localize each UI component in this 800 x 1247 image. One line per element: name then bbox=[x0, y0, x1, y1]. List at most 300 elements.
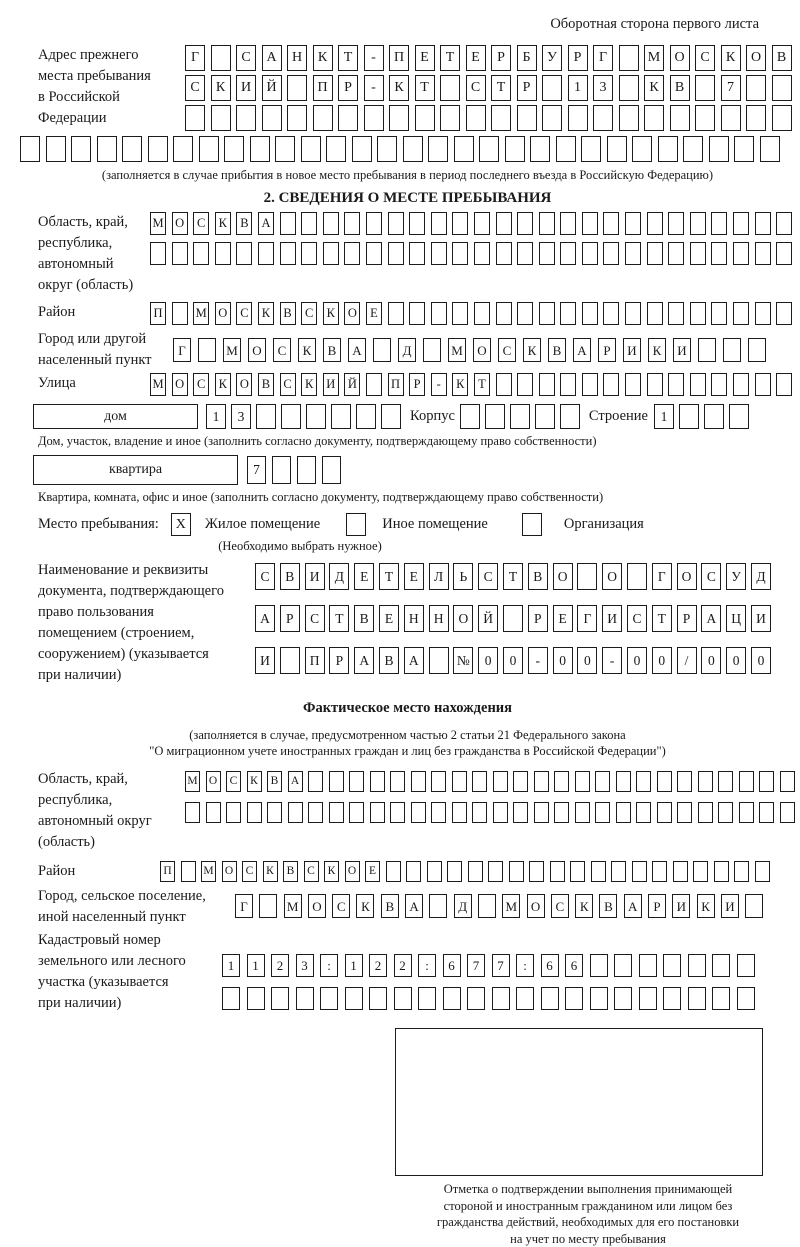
char-box[interactable]: С bbox=[193, 373, 209, 396]
char-box[interactable] bbox=[345, 987, 363, 1010]
char-box[interactable] bbox=[280, 647, 300, 674]
char-box[interactable] bbox=[663, 954, 681, 977]
char-box[interactable]: К bbox=[648, 338, 666, 362]
char-box[interactable]: Л bbox=[429, 563, 449, 590]
char-box[interactable]: П bbox=[313, 75, 333, 101]
char-box[interactable]: К bbox=[523, 338, 541, 362]
char-box[interactable] bbox=[344, 242, 360, 265]
char-box[interactable] bbox=[760, 136, 780, 162]
char-box[interactable]: О bbox=[206, 771, 221, 792]
char-box[interactable]: А bbox=[404, 647, 424, 674]
char-box[interactable]: М bbox=[644, 45, 664, 71]
char-box[interactable] bbox=[411, 771, 426, 792]
char-box[interactable]: У bbox=[542, 45, 562, 71]
char-box[interactable]: Й bbox=[262, 75, 282, 101]
char-box[interactable]: С bbox=[304, 861, 319, 882]
char-box[interactable] bbox=[46, 136, 66, 162]
char-box[interactable]: О bbox=[473, 338, 491, 362]
char-box[interactable] bbox=[575, 802, 590, 823]
char-box[interactable] bbox=[614, 987, 632, 1010]
char-box[interactable]: А bbox=[258, 212, 274, 235]
char-box[interactable]: 0 bbox=[726, 647, 746, 674]
char-box[interactable]: Т bbox=[503, 563, 523, 590]
char-box[interactable] bbox=[344, 212, 360, 235]
char-box[interactable] bbox=[539, 212, 555, 235]
char-box[interactable] bbox=[625, 242, 641, 265]
char-box[interactable]: О bbox=[670, 45, 690, 71]
char-box[interactable] bbox=[539, 302, 555, 325]
char-box[interactable]: Е bbox=[379, 605, 399, 632]
char-box[interactable] bbox=[199, 136, 219, 162]
char-box[interactable]: 0 bbox=[751, 647, 771, 674]
char-box[interactable] bbox=[711, 373, 727, 396]
char-box[interactable]: А bbox=[405, 894, 423, 918]
char-box[interactable] bbox=[554, 802, 569, 823]
char-box[interactable]: Е bbox=[415, 45, 435, 71]
char-box[interactable] bbox=[306, 404, 326, 429]
char-box[interactable] bbox=[369, 987, 387, 1010]
char-box[interactable]: К bbox=[247, 771, 262, 792]
char-box[interactable] bbox=[603, 242, 619, 265]
char-box[interactable]: А bbox=[573, 338, 591, 362]
char-box[interactable] bbox=[737, 987, 755, 1010]
char-box[interactable] bbox=[772, 105, 792, 131]
char-box[interactable] bbox=[338, 105, 358, 131]
char-box[interactable]: 0 bbox=[627, 647, 647, 674]
char-box[interactable]: 0 bbox=[503, 647, 523, 674]
char-box[interactable] bbox=[370, 771, 385, 792]
char-box[interactable] bbox=[517, 105, 537, 131]
char-box[interactable]: И bbox=[602, 605, 622, 632]
char-box[interactable] bbox=[759, 802, 774, 823]
char-box[interactable] bbox=[148, 136, 168, 162]
char-box[interactable] bbox=[582, 373, 598, 396]
char-box[interactable] bbox=[595, 802, 610, 823]
char-box[interactable]: П bbox=[388, 373, 404, 396]
char-box[interactable] bbox=[759, 771, 774, 792]
char-box[interactable] bbox=[755, 302, 771, 325]
char-box[interactable] bbox=[320, 987, 338, 1010]
char-box[interactable] bbox=[256, 404, 276, 429]
char-box[interactable] bbox=[560, 212, 576, 235]
char-box[interactable] bbox=[693, 861, 708, 882]
char-box[interactable] bbox=[215, 242, 231, 265]
char-box[interactable]: 0 bbox=[652, 647, 672, 674]
char-box[interactable] bbox=[577, 563, 597, 590]
char-box[interactable] bbox=[97, 136, 117, 162]
char-box[interactable]: В bbox=[236, 212, 252, 235]
char-box[interactable]: Д bbox=[398, 338, 416, 362]
char-box[interactable] bbox=[709, 136, 729, 162]
char-box[interactable] bbox=[560, 373, 576, 396]
char-box[interactable]: 2 bbox=[369, 954, 387, 977]
char-box[interactable] bbox=[370, 802, 385, 823]
char-box[interactable]: С bbox=[701, 563, 721, 590]
char-box[interactable]: Д bbox=[454, 894, 472, 918]
char-box[interactable] bbox=[603, 212, 619, 235]
char-box[interactable]: В bbox=[528, 563, 548, 590]
char-box[interactable] bbox=[431, 242, 447, 265]
char-box[interactable] bbox=[452, 212, 468, 235]
char-box[interactable] bbox=[625, 212, 641, 235]
char-box[interactable]: - bbox=[364, 45, 384, 71]
char-box[interactable] bbox=[698, 802, 713, 823]
char-box[interactable] bbox=[331, 404, 351, 429]
char-box[interactable] bbox=[772, 75, 792, 101]
char-box[interactable] bbox=[611, 861, 626, 882]
char-box[interactable]: М bbox=[502, 894, 520, 918]
char-box[interactable] bbox=[364, 105, 384, 131]
char-box[interactable]: 1 bbox=[568, 75, 588, 101]
char-box[interactable] bbox=[493, 771, 508, 792]
char-box[interactable] bbox=[267, 802, 282, 823]
char-box[interactable] bbox=[271, 987, 289, 1010]
char-box[interactable] bbox=[733, 242, 749, 265]
char-box[interactable]: М bbox=[150, 373, 166, 396]
house-field-box[interactable]: дом bbox=[33, 404, 198, 429]
char-box[interactable] bbox=[539, 373, 555, 396]
char-box[interactable] bbox=[308, 802, 323, 823]
char-box[interactable]: И bbox=[305, 563, 325, 590]
char-box[interactable] bbox=[565, 987, 583, 1010]
char-box[interactable]: К bbox=[324, 861, 339, 882]
char-box[interactable] bbox=[593, 105, 613, 131]
char-box[interactable]: И bbox=[323, 373, 339, 396]
char-box[interactable]: В bbox=[772, 45, 792, 71]
char-box[interactable] bbox=[568, 105, 588, 131]
char-box[interactable]: А bbox=[288, 771, 303, 792]
char-box[interactable] bbox=[428, 136, 448, 162]
char-box[interactable]: С bbox=[305, 605, 325, 632]
char-box[interactable]: Б bbox=[517, 45, 537, 71]
char-box[interactable] bbox=[632, 861, 647, 882]
char-box[interactable]: П bbox=[160, 861, 175, 882]
char-box[interactable] bbox=[431, 802, 446, 823]
char-box[interactable] bbox=[607, 136, 627, 162]
char-box[interactable] bbox=[443, 987, 461, 1010]
char-box[interactable] bbox=[739, 771, 754, 792]
char-box[interactable] bbox=[173, 136, 193, 162]
char-box[interactable]: О bbox=[553, 563, 573, 590]
char-box[interactable]: Р bbox=[568, 45, 588, 71]
char-box[interactable] bbox=[668, 212, 684, 235]
char-box[interactable] bbox=[718, 802, 733, 823]
char-box[interactable] bbox=[505, 136, 525, 162]
char-box[interactable]: К bbox=[356, 894, 374, 918]
char-box[interactable] bbox=[496, 212, 512, 235]
char-box[interactable] bbox=[625, 302, 641, 325]
char-box[interactable] bbox=[603, 373, 619, 396]
char-box[interactable]: О bbox=[677, 563, 697, 590]
char-box[interactable]: В bbox=[599, 894, 617, 918]
char-box[interactable]: О bbox=[248, 338, 266, 362]
char-box[interactable]: 0 bbox=[577, 647, 597, 674]
char-box[interactable] bbox=[488, 861, 503, 882]
char-box[interactable]: Т bbox=[329, 605, 349, 632]
char-box[interactable] bbox=[258, 242, 274, 265]
char-box[interactable] bbox=[281, 404, 301, 429]
char-box[interactable]: К bbox=[215, 373, 231, 396]
char-box[interactable] bbox=[639, 954, 657, 977]
char-box[interactable] bbox=[403, 136, 423, 162]
char-box[interactable]: П bbox=[150, 302, 166, 325]
char-box[interactable]: С bbox=[627, 605, 647, 632]
char-box[interactable]: Н bbox=[404, 605, 424, 632]
char-box[interactable]: И bbox=[672, 894, 690, 918]
char-box[interactable] bbox=[737, 954, 755, 977]
char-box[interactable] bbox=[329, 802, 344, 823]
char-box[interactable] bbox=[560, 242, 576, 265]
char-box[interactable] bbox=[534, 802, 549, 823]
char-box[interactable]: С bbox=[255, 563, 275, 590]
char-box[interactable] bbox=[150, 242, 166, 265]
char-box[interactable]: Р bbox=[648, 894, 666, 918]
char-box[interactable]: В bbox=[548, 338, 566, 362]
char-box[interactable] bbox=[776, 242, 792, 265]
char-box[interactable]: В bbox=[354, 605, 374, 632]
char-box[interactable]: О bbox=[345, 861, 360, 882]
char-box[interactable] bbox=[275, 136, 295, 162]
char-box[interactable]: 1 bbox=[206, 404, 226, 429]
char-box[interactable] bbox=[474, 242, 490, 265]
char-box[interactable]: С bbox=[466, 75, 486, 101]
char-box[interactable]: Е bbox=[366, 302, 382, 325]
char-box[interactable]: В bbox=[323, 338, 341, 362]
char-box[interactable]: К bbox=[215, 212, 231, 235]
char-box[interactable] bbox=[222, 987, 240, 1010]
char-box[interactable] bbox=[389, 105, 409, 131]
char-box[interactable]: В bbox=[267, 771, 282, 792]
char-box[interactable] bbox=[496, 373, 512, 396]
char-box[interactable] bbox=[690, 302, 706, 325]
char-box[interactable]: У bbox=[726, 563, 746, 590]
char-box[interactable]: О bbox=[172, 373, 188, 396]
char-box[interactable] bbox=[323, 212, 339, 235]
char-box[interactable] bbox=[513, 771, 528, 792]
char-box[interactable]: Р bbox=[491, 45, 511, 71]
char-box[interactable] bbox=[460, 404, 480, 429]
char-box[interactable]: 6 bbox=[541, 954, 559, 977]
char-box[interactable]: К bbox=[211, 75, 231, 101]
char-box[interactable] bbox=[181, 861, 196, 882]
char-box[interactable] bbox=[440, 105, 460, 131]
char-box[interactable]: С bbox=[478, 563, 498, 590]
char-box[interactable] bbox=[517, 212, 533, 235]
char-box[interactable]: В bbox=[283, 861, 298, 882]
char-box[interactable] bbox=[570, 861, 585, 882]
char-box[interactable] bbox=[280, 212, 296, 235]
char-box[interactable]: - bbox=[431, 373, 447, 396]
char-box[interactable] bbox=[560, 302, 576, 325]
char-box[interactable] bbox=[619, 105, 639, 131]
char-box[interactable]: С bbox=[193, 212, 209, 235]
char-box[interactable] bbox=[206, 802, 221, 823]
char-box[interactable]: М bbox=[185, 771, 200, 792]
char-box[interactable] bbox=[429, 894, 447, 918]
char-box[interactable] bbox=[503, 605, 523, 632]
char-box[interactable]: И bbox=[721, 894, 739, 918]
checkbox-other-premises[interactable] bbox=[346, 513, 366, 536]
char-box[interactable]: К bbox=[721, 45, 741, 71]
char-box[interactable]: С bbox=[498, 338, 516, 362]
char-box[interactable] bbox=[711, 242, 727, 265]
char-box[interactable] bbox=[677, 771, 692, 792]
char-box[interactable] bbox=[690, 373, 706, 396]
char-box[interactable] bbox=[496, 242, 512, 265]
char-box[interactable] bbox=[516, 987, 534, 1010]
char-box[interactable] bbox=[739, 802, 754, 823]
char-box[interactable] bbox=[663, 987, 681, 1010]
char-box[interactable]: К bbox=[313, 45, 333, 71]
char-box[interactable] bbox=[349, 802, 364, 823]
char-box[interactable]: Р bbox=[598, 338, 616, 362]
char-box[interactable] bbox=[447, 861, 462, 882]
char-box[interactable]: В bbox=[379, 647, 399, 674]
char-box[interactable]: Ц bbox=[726, 605, 746, 632]
char-box[interactable]: : bbox=[418, 954, 436, 977]
char-box[interactable] bbox=[556, 136, 576, 162]
char-box[interactable]: 7 bbox=[721, 75, 741, 101]
char-box[interactable]: Г bbox=[185, 45, 205, 71]
char-box[interactable] bbox=[440, 75, 460, 101]
char-box[interactable]: О bbox=[236, 373, 252, 396]
char-box[interactable] bbox=[534, 771, 549, 792]
char-box[interactable] bbox=[236, 242, 252, 265]
char-box[interactable] bbox=[517, 302, 533, 325]
char-box[interactable] bbox=[644, 105, 664, 131]
char-box[interactable] bbox=[185, 105, 205, 131]
char-box[interactable] bbox=[746, 105, 766, 131]
char-box[interactable] bbox=[185, 802, 200, 823]
char-box[interactable]: 7 bbox=[247, 456, 266, 484]
char-box[interactable] bbox=[431, 212, 447, 235]
char-box[interactable] bbox=[20, 136, 40, 162]
char-box[interactable] bbox=[259, 894, 277, 918]
char-box[interactable] bbox=[647, 302, 663, 325]
char-box[interactable] bbox=[729, 404, 749, 429]
char-box[interactable]: М bbox=[284, 894, 302, 918]
char-box[interactable] bbox=[688, 954, 706, 977]
char-box[interactable] bbox=[776, 212, 792, 235]
char-box[interactable] bbox=[745, 894, 763, 918]
char-box[interactable]: 0 bbox=[553, 647, 573, 674]
char-box[interactable]: А bbox=[701, 605, 721, 632]
char-box[interactable]: К bbox=[697, 894, 715, 918]
char-box[interactable] bbox=[619, 45, 639, 71]
char-box[interactable] bbox=[280, 242, 296, 265]
char-box[interactable]: Е bbox=[365, 861, 380, 882]
char-box[interactable] bbox=[418, 987, 436, 1010]
char-box[interactable] bbox=[755, 212, 771, 235]
char-box[interactable] bbox=[452, 771, 467, 792]
char-box[interactable]: Г bbox=[652, 563, 672, 590]
char-box[interactable] bbox=[390, 771, 405, 792]
char-box[interactable]: И bbox=[236, 75, 256, 101]
apartment-field-box[interactable]: квартира bbox=[33, 455, 238, 485]
char-box[interactable]: К bbox=[301, 373, 317, 396]
char-box[interactable] bbox=[550, 861, 565, 882]
char-box[interactable] bbox=[639, 987, 657, 1010]
char-box[interactable]: П bbox=[305, 647, 325, 674]
char-box[interactable] bbox=[468, 861, 483, 882]
char-box[interactable] bbox=[454, 136, 474, 162]
char-box[interactable] bbox=[679, 404, 699, 429]
char-box[interactable]: 0 bbox=[701, 647, 721, 674]
char-box[interactable] bbox=[409, 212, 425, 235]
char-box[interactable] bbox=[211, 105, 231, 131]
char-box[interactable] bbox=[657, 802, 672, 823]
char-box[interactable] bbox=[122, 136, 142, 162]
char-box[interactable] bbox=[582, 302, 598, 325]
char-box[interactable]: 3 bbox=[296, 954, 314, 977]
char-box[interactable] bbox=[670, 105, 690, 131]
char-box[interactable] bbox=[776, 302, 792, 325]
char-box[interactable] bbox=[329, 771, 344, 792]
char-box[interactable]: В bbox=[280, 302, 296, 325]
char-box[interactable]: И bbox=[255, 647, 275, 674]
char-box[interactable]: 1 bbox=[345, 954, 363, 977]
char-box[interactable] bbox=[247, 987, 265, 1010]
char-box[interactable]: О bbox=[308, 894, 326, 918]
char-box[interactable] bbox=[381, 404, 401, 429]
char-box[interactable] bbox=[780, 771, 795, 792]
char-box[interactable] bbox=[582, 212, 598, 235]
char-box[interactable]: О bbox=[215, 302, 231, 325]
char-box[interactable]: И bbox=[673, 338, 691, 362]
char-box[interactable]: О bbox=[453, 605, 473, 632]
char-box[interactable] bbox=[390, 802, 405, 823]
char-box[interactable] bbox=[636, 771, 651, 792]
char-box[interactable] bbox=[632, 136, 652, 162]
char-box[interactable]: Д bbox=[329, 563, 349, 590]
char-box[interactable]: Т bbox=[338, 45, 358, 71]
char-box[interactable] bbox=[698, 771, 713, 792]
char-box[interactable] bbox=[467, 987, 485, 1010]
char-box[interactable] bbox=[296, 987, 314, 1010]
char-box[interactable] bbox=[711, 302, 727, 325]
char-box[interactable] bbox=[755, 242, 771, 265]
char-box[interactable]: Г bbox=[235, 894, 253, 918]
char-box[interactable] bbox=[668, 373, 684, 396]
char-box[interactable] bbox=[452, 802, 467, 823]
char-box[interactable] bbox=[288, 802, 303, 823]
char-box[interactable] bbox=[677, 802, 692, 823]
char-box[interactable]: 1 bbox=[247, 954, 265, 977]
char-box[interactable] bbox=[409, 242, 425, 265]
char-box[interactable] bbox=[492, 987, 510, 1010]
char-box[interactable]: № bbox=[453, 647, 473, 674]
char-box[interactable] bbox=[688, 987, 706, 1010]
char-box[interactable] bbox=[452, 302, 468, 325]
char-box[interactable] bbox=[560, 404, 580, 429]
char-box[interactable] bbox=[723, 338, 741, 362]
char-box[interactable]: Е bbox=[553, 605, 573, 632]
char-box[interactable] bbox=[695, 75, 715, 101]
char-box[interactable] bbox=[198, 338, 216, 362]
char-box[interactable] bbox=[349, 771, 364, 792]
char-box[interactable] bbox=[388, 242, 404, 265]
char-box[interactable] bbox=[496, 302, 512, 325]
char-box[interactable] bbox=[356, 404, 376, 429]
char-box[interactable] bbox=[591, 861, 606, 882]
char-box[interactable] bbox=[415, 105, 435, 131]
checkbox-residential[interactable]: X bbox=[171, 513, 191, 536]
char-box[interactable] bbox=[603, 302, 619, 325]
char-box[interactable] bbox=[619, 75, 639, 101]
char-box[interactable] bbox=[695, 105, 715, 131]
char-box[interactable] bbox=[472, 771, 487, 792]
char-box[interactable] bbox=[478, 894, 496, 918]
